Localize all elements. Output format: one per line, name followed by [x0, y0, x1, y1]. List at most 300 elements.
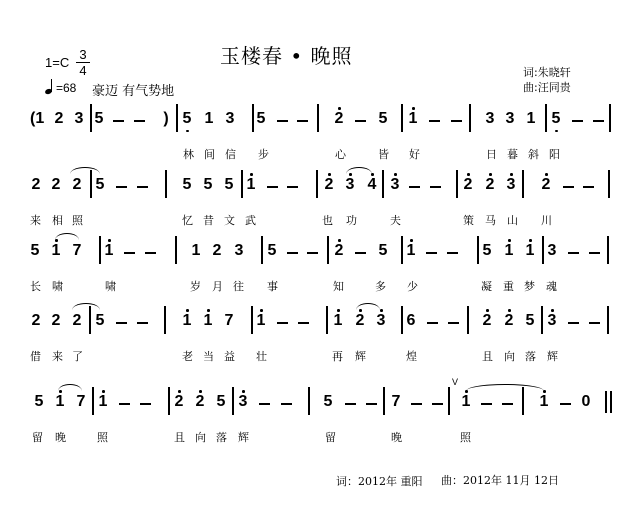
note-digit: 3 — [547, 312, 557, 329]
note — [103, 242, 115, 260]
note — [546, 242, 558, 260]
note — [344, 176, 356, 194]
barline — [467, 306, 469, 334]
sustain-dash — [298, 322, 309, 324]
slur-tie — [70, 167, 100, 174]
sustain-dash — [563, 186, 574, 188]
note-digit: 3 — [234, 242, 244, 259]
note — [481, 312, 493, 330]
lyric-syllable: 辉 — [547, 350, 558, 363]
note-digit: 2 — [355, 312, 365, 329]
note — [71, 242, 83, 260]
sustain-dash — [430, 186, 441, 188]
slur-tie — [55, 233, 79, 240]
barline — [327, 236, 329, 264]
note-digit: 1 — [504, 242, 514, 259]
sustain-dash — [116, 322, 127, 324]
lyric-syllable: 知 — [333, 280, 344, 293]
lyric-syllable: 山 — [507, 214, 518, 227]
note-digit: 2 — [72, 312, 82, 329]
note-digit: 7 — [76, 393, 86, 410]
note-digit: 1 — [526, 110, 536, 127]
note — [30, 176, 42, 194]
sustain-dash — [481, 403, 492, 405]
lyric-syllable: 照 — [72, 214, 83, 227]
lyric-syllable: 煌 — [406, 350, 417, 363]
barline — [522, 170, 524, 198]
sustain-dash — [297, 120, 308, 122]
tempo-value: =68 — [56, 81, 77, 95]
note — [333, 242, 345, 260]
note-digit: 1 — [191, 242, 201, 259]
high-octave-dot-icon — [508, 309, 511, 312]
note — [405, 242, 417, 260]
lyric-syllable: 啸 — [105, 280, 116, 293]
note-digit: 3 — [376, 312, 386, 329]
sustain-dash — [429, 120, 440, 122]
note-digit: 3 — [238, 393, 248, 410]
note-digit: 1 — [333, 312, 343, 329]
lyric-syllable: 林 — [183, 148, 194, 161]
note — [50, 312, 62, 330]
sustain-dash — [568, 252, 579, 254]
note-digit: 2 — [51, 176, 61, 193]
sustain-dash — [432, 403, 443, 405]
lyric-syllable: 也 — [322, 214, 333, 227]
sustain-dash — [560, 403, 571, 405]
lyricist-credit: 词:朱晓轩 — [523, 66, 571, 79]
barline — [545, 104, 547, 132]
sustain-dash — [277, 322, 288, 324]
lyric-syllable: 心 — [335, 148, 346, 161]
note — [245, 176, 257, 194]
note — [173, 393, 185, 411]
note — [503, 242, 515, 260]
note — [377, 242, 389, 260]
barline — [383, 387, 385, 415]
note-digit: 5 — [216, 393, 226, 410]
sustain-dash — [259, 403, 270, 405]
barline — [541, 306, 543, 334]
high-octave-dot-icon — [486, 309, 489, 312]
note-digit: 5 — [224, 176, 234, 193]
high-octave-dot-icon — [467, 173, 470, 176]
barline — [469, 104, 471, 132]
sustain-dash — [119, 403, 130, 405]
time-signature — [76, 47, 90, 78]
high-octave-dot-icon — [394, 173, 397, 176]
lyric-syllable: 马 — [485, 214, 496, 227]
composer-credit: 曲:汪同贵 — [523, 81, 571, 94]
note-digit: 1 — [246, 176, 256, 193]
lyric-syllable: 皆 — [378, 148, 389, 161]
expression-marking: 豪迈 有气势地 — [92, 84, 175, 99]
note — [54, 393, 66, 411]
lyric-syllable: 文 — [224, 214, 235, 227]
sustain-dash — [589, 252, 600, 254]
slur-tie — [58, 384, 82, 391]
note-digit: 1 — [408, 110, 418, 127]
note-digit: 4 — [367, 176, 377, 193]
note-digit: 2 — [54, 110, 64, 127]
lyric-syllable: 向 — [504, 350, 515, 363]
lyric-syllable: 晚 — [391, 431, 402, 444]
lyric-syllable: 落 — [216, 431, 227, 444]
note-digit: 2 — [174, 393, 184, 410]
note-digit: 2 — [482, 312, 492, 329]
note — [524, 242, 536, 260]
barline — [90, 170, 92, 198]
note-digit: 3 — [485, 110, 495, 127]
barline — [92, 387, 94, 415]
note — [233, 242, 245, 260]
note — [203, 110, 215, 128]
sustain-dash — [116, 186, 127, 188]
note-digit: 0 — [581, 393, 591, 410]
sustain-dash — [124, 252, 135, 254]
breath-mark-icon: V — [452, 377, 459, 387]
note-digit: ) — [163, 110, 169, 127]
barline — [251, 306, 253, 334]
lyric-syllable: 长 — [30, 280, 41, 293]
lyric-syllable: 再 — [332, 350, 343, 363]
note — [540, 176, 552, 194]
sustain-dash — [593, 120, 604, 122]
sustain-dash — [137, 322, 148, 324]
lyric-syllable: 月 — [212, 280, 223, 293]
low-octave-dot-icon — [186, 130, 189, 133]
note-digit: 5 — [267, 242, 277, 259]
barline — [241, 170, 243, 198]
lyric-syllable: 功 — [346, 214, 357, 227]
note — [94, 312, 106, 330]
note — [332, 312, 344, 330]
note-digit: 5 — [256, 110, 266, 127]
barline — [316, 170, 318, 198]
sustain-dash — [267, 186, 278, 188]
barline — [261, 236, 263, 264]
lyric-syllable: 信 — [225, 148, 236, 161]
lyric-syllable: 少 — [407, 280, 418, 293]
note — [255, 312, 267, 330]
lyric-syllable: 辉 — [238, 431, 249, 444]
barline — [382, 170, 384, 198]
note-digit: 2 — [31, 312, 41, 329]
note-digit: 5 — [94, 110, 104, 127]
note — [211, 242, 223, 260]
lyric-syllable: 忆 — [182, 214, 193, 227]
barline — [542, 236, 544, 264]
lyric-syllable: 重 — [503, 280, 514, 293]
lyric-syllable: 来 — [30, 214, 41, 227]
sustain-dash — [355, 120, 366, 122]
note-digit: 3 — [547, 242, 557, 259]
high-octave-dot-icon — [199, 390, 202, 393]
note-digit: 1 — [182, 312, 192, 329]
lyric-syllable: 留 — [32, 431, 43, 444]
sustain-dash — [448, 322, 459, 324]
note — [323, 176, 335, 194]
note — [524, 312, 536, 330]
note — [73, 110, 85, 128]
note-digit: 3 — [505, 110, 515, 127]
note — [405, 312, 417, 330]
high-octave-dot-icon — [337, 309, 340, 312]
sustain-dash — [287, 252, 298, 254]
quarter-note-icon — [45, 80, 53, 94]
page-title: 玉楼春 • 晚照 — [220, 44, 353, 68]
sustain-dash — [277, 120, 288, 122]
lyric-syllable: 武 — [245, 214, 256, 227]
high-octave-dot-icon — [489, 173, 492, 176]
note-digit: 5 — [378, 242, 388, 259]
note — [462, 176, 474, 194]
sustain-dash — [145, 252, 156, 254]
lyric-syllable: 阳 — [549, 148, 560, 161]
note-digit: 1 — [203, 312, 213, 329]
sustain-dash — [502, 403, 513, 405]
lyric-syllable: 当 — [203, 350, 214, 363]
note-digit: 6 — [406, 312, 416, 329]
note-digit: 3 — [225, 110, 235, 127]
note-digit: 2 — [485, 176, 495, 193]
note — [71, 312, 83, 330]
sustain-dash — [583, 186, 594, 188]
high-octave-dot-icon — [260, 309, 263, 312]
note-digit: 2 — [51, 312, 61, 329]
sustain-dash — [140, 403, 151, 405]
barline — [165, 170, 167, 198]
slur-tie — [72, 303, 100, 310]
sustain-dash — [572, 120, 583, 122]
note — [550, 110, 562, 128]
note — [390, 393, 402, 411]
note-digit: 5 — [378, 110, 388, 127]
note-digit: 2 — [195, 393, 205, 410]
sustain-dash — [113, 120, 124, 122]
lyric-syllable: 凝 — [481, 280, 492, 293]
note-digit: 2 — [324, 176, 334, 193]
lyric-syllable: 川 — [541, 214, 552, 227]
lyric-syllable: 夫 — [390, 214, 401, 227]
sustain-dash — [137, 186, 148, 188]
barline — [608, 170, 610, 198]
lyric-syllable: 照 — [460, 431, 471, 444]
sustain-dash — [287, 186, 298, 188]
note-digit: 5 — [323, 393, 333, 410]
lyric-syllable: 多 — [375, 280, 386, 293]
high-octave-dot-icon — [338, 107, 341, 110]
high-octave-dot-icon — [338, 239, 341, 242]
slur-tie — [346, 167, 372, 174]
final-barline — [610, 391, 612, 413]
high-octave-dot-icon — [510, 173, 513, 176]
lyric-syllable: 好 — [409, 148, 420, 161]
high-octave-dot-icon — [529, 239, 532, 242]
lyric-syllable: 策 — [463, 214, 474, 227]
note — [484, 176, 496, 194]
barline — [176, 104, 178, 132]
note-digit: 2 — [463, 176, 473, 193]
note — [224, 110, 236, 128]
note — [377, 110, 389, 128]
barline — [89, 306, 91, 334]
barline — [401, 236, 403, 264]
note-digit: 1 — [461, 393, 471, 410]
sustain-dash — [411, 403, 422, 405]
barline — [607, 306, 609, 334]
note — [354, 312, 366, 330]
high-octave-dot-icon — [186, 309, 189, 312]
high-octave-dot-icon — [207, 309, 210, 312]
note — [181, 312, 193, 330]
lyric-syllable: 事 — [267, 280, 278, 293]
barline — [477, 236, 479, 264]
note — [215, 393, 227, 411]
footer-music-date: 曲：2012年 11月 12日 — [441, 474, 559, 487]
note-digit: 1 — [539, 393, 549, 410]
barline — [607, 236, 609, 264]
sustain-dash — [366, 403, 377, 405]
barline — [317, 104, 319, 132]
note-digit: 2 — [212, 242, 222, 259]
note — [255, 110, 267, 128]
high-octave-dot-icon — [551, 309, 554, 312]
note-digit: 5 — [182, 176, 192, 193]
high-octave-dot-icon — [412, 107, 415, 110]
lyric-syllable: 岁 — [190, 280, 201, 293]
slur-tie — [356, 303, 380, 310]
barline — [609, 104, 611, 132]
barline — [168, 387, 170, 415]
note — [30, 312, 42, 330]
lyric-syllable: 了 — [72, 350, 83, 363]
note-digit: 7 — [391, 393, 401, 410]
note-digit: 1 — [98, 393, 108, 410]
lyric-syllable: 来 — [52, 350, 63, 363]
note — [97, 393, 109, 411]
note-digit: 5 — [95, 176, 105, 193]
note — [505, 176, 517, 194]
lyric-syllable: 暮 — [507, 148, 518, 161]
note-digit: 2 — [504, 312, 514, 329]
note — [181, 176, 193, 194]
barline — [90, 104, 92, 132]
note — [93, 110, 105, 128]
key-signature: 1=C — [45, 55, 70, 70]
note — [484, 110, 496, 128]
lyric-syllable: 益 — [224, 350, 235, 363]
sustain-dash — [355, 252, 366, 254]
note — [375, 312, 387, 330]
high-octave-dot-icon — [102, 390, 105, 393]
high-octave-dot-icon — [410, 239, 413, 242]
note-digit: 5 — [482, 242, 492, 259]
lyric-syllable: 老 — [182, 350, 193, 363]
lyric-syllable: 向 — [195, 431, 206, 444]
note-digit: 3 — [506, 176, 516, 193]
time-signature-top: 3 — [79, 47, 87, 62]
note — [94, 176, 106, 194]
lyric-syllable: 斜 — [528, 148, 539, 161]
sustain-dash — [281, 403, 292, 405]
note-digit: 5 — [95, 312, 105, 329]
lyric-syllable: 步 — [258, 148, 269, 161]
note — [407, 110, 419, 128]
note — [33, 393, 45, 411]
note — [53, 110, 65, 128]
note-digit: 5 — [30, 242, 40, 259]
note — [538, 393, 550, 411]
note-digit: 5 — [34, 393, 44, 410]
lyric-syllable: 昔 — [203, 214, 214, 227]
lyric-syllable: 壮 — [256, 350, 267, 363]
high-octave-dot-icon — [108, 239, 111, 242]
footer-lyric-date: 词：2012年 重阳 — [336, 475, 423, 488]
note — [29, 242, 41, 260]
barline — [232, 387, 234, 415]
note — [223, 176, 235, 194]
note — [546, 312, 558, 330]
barline — [252, 104, 254, 132]
sustain-dash — [426, 252, 437, 254]
barline — [448, 387, 450, 415]
note-digit: 5 — [525, 312, 535, 329]
lyric-syllable: 啸 — [52, 280, 63, 293]
barline — [99, 236, 101, 264]
time-signature-bottom: 4 — [79, 63, 87, 78]
sustain-dash — [345, 403, 356, 405]
note — [525, 110, 537, 128]
note-digit: 1 — [55, 393, 65, 410]
note — [50, 176, 62, 194]
lyric-syllable: 辉 — [355, 350, 366, 363]
high-octave-dot-icon — [178, 390, 181, 393]
lyric-syllable: 相 — [52, 214, 63, 227]
note-digit: 3 — [345, 176, 355, 193]
note-digit: 5 — [182, 110, 192, 127]
note — [30, 110, 45, 128]
note — [71, 176, 83, 194]
sustain-dash — [307, 252, 318, 254]
note — [266, 242, 278, 260]
note-digit: 1 — [256, 312, 266, 329]
high-octave-dot-icon — [242, 390, 245, 393]
lyric-syllable: 间 — [204, 148, 215, 161]
note — [194, 393, 206, 411]
barline — [401, 104, 403, 132]
lyric-syllable: 梦 — [524, 280, 535, 293]
note — [75, 393, 87, 411]
note — [237, 393, 249, 411]
note — [202, 176, 214, 194]
barline — [401, 306, 403, 334]
sustain-dash — [568, 322, 579, 324]
barline — [456, 170, 458, 198]
note-digit: 2 — [541, 176, 551, 193]
note-digit: 1 — [204, 110, 214, 127]
note — [366, 176, 378, 194]
note — [580, 393, 592, 411]
lyric-syllable: 晚 — [55, 431, 66, 444]
note-digit: 1 — [104, 242, 114, 259]
sustain-dash — [589, 322, 600, 324]
lyric-syllable: 且 — [482, 350, 493, 363]
note — [160, 110, 172, 128]
note — [481, 242, 493, 260]
note-digit: 2 — [72, 176, 82, 193]
lyric-syllable: 留 — [325, 431, 336, 444]
